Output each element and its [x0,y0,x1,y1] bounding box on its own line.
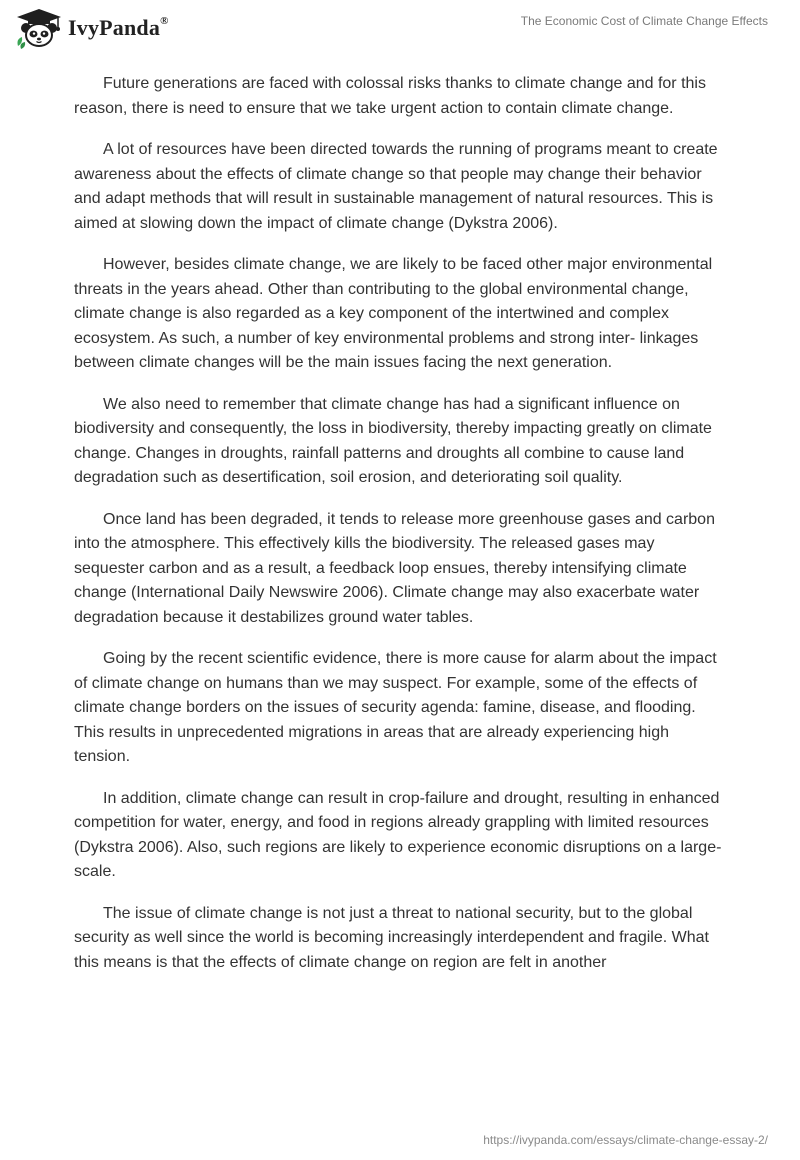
registered-mark: ® [160,14,169,27]
source-url[interactable]: https://ivypanda.com/essays/climate-change-essay-2/ [483,1133,768,1147]
paragraph: The issue of climate change is not just a threat to national security, but to the global security as well since the world is becoming increasingly interdependent and fragile. What this means is that the effects of climate change on region are felt in another [74,904,709,971]
brand-name: IvyPanda® [68,14,169,40]
page-header [0,0,800,60]
paragraph: Going by the recent scientific evidence, there is more cause for alarm about the impact of climate change on humans than we may suspect. For example, some of the effects of climate change borders on the issues of security agenda: famine, disease, and flooding. This results in unprecedented migrations in areas that are already experiencing high tension. [74,650,717,765]
paragraph: We also need to remember that climate change has had a significant influence on biodiversity and consequently, the loss in biodiversity, thereby impacting greatly on climate change. Changes in droughts, rainfall patterns and droughts all combine to cause land degradation such as desertification, soil erosion, and deteriorating soil quality. [74,395,712,486]
paragraph: Future generations are faced with colossal risks thanks to climate change and for this reason, there is need to ensure that we take urgent action to contain climate change. [74,75,706,117]
paragraph: However, besides climate change, we are likely to be faced other major environmental threats in the years ahead. Other than contributing to the global environmental change, climate change is also regarded as a key component of the intertwined and complex ecosystem. As such, a number of key environmental problems and strong inter- linkages between climate changes will be the main issues facing the next generation. [74,256,713,371]
document-title: The Economic Cost of Climate Change Effects [520,14,768,28]
paragraph: A lot of resources have been directed towards the running of programs meant to create awareness about the effects of climate change so that people may change their behavior and adapt methods that will result in sustainable management of natural resources. This is aimed at slowing down the impact of climate change (Dykstra 2006). [74,141,718,232]
paragraph: Once land has been degraded, it tends to release more greenhouse gases and carbon into the atmosphere. This effectively kills the biodiversity. The released gases may sequester carbon and as a result, a feedback loop ensues, thereby intensifying climate change (International Daily Newswire 2006). Climate change may also exacerbate water degradation because it destabilizes ground water tables. [74,510,715,626]
paragraph: In addition, climate change can result in crop-failure and drought, resulting in enhanced competition for water, energy, and food in regions already grappling with limited resources (Dykstra 2006). Also, such regions are likely to experience economic disruptions on a large-scale. [74,789,722,880]
panda-graduate-icon [14,6,64,50]
ivypanda-logo[interactable] [14,6,169,50]
essay-body [74,72,728,992]
